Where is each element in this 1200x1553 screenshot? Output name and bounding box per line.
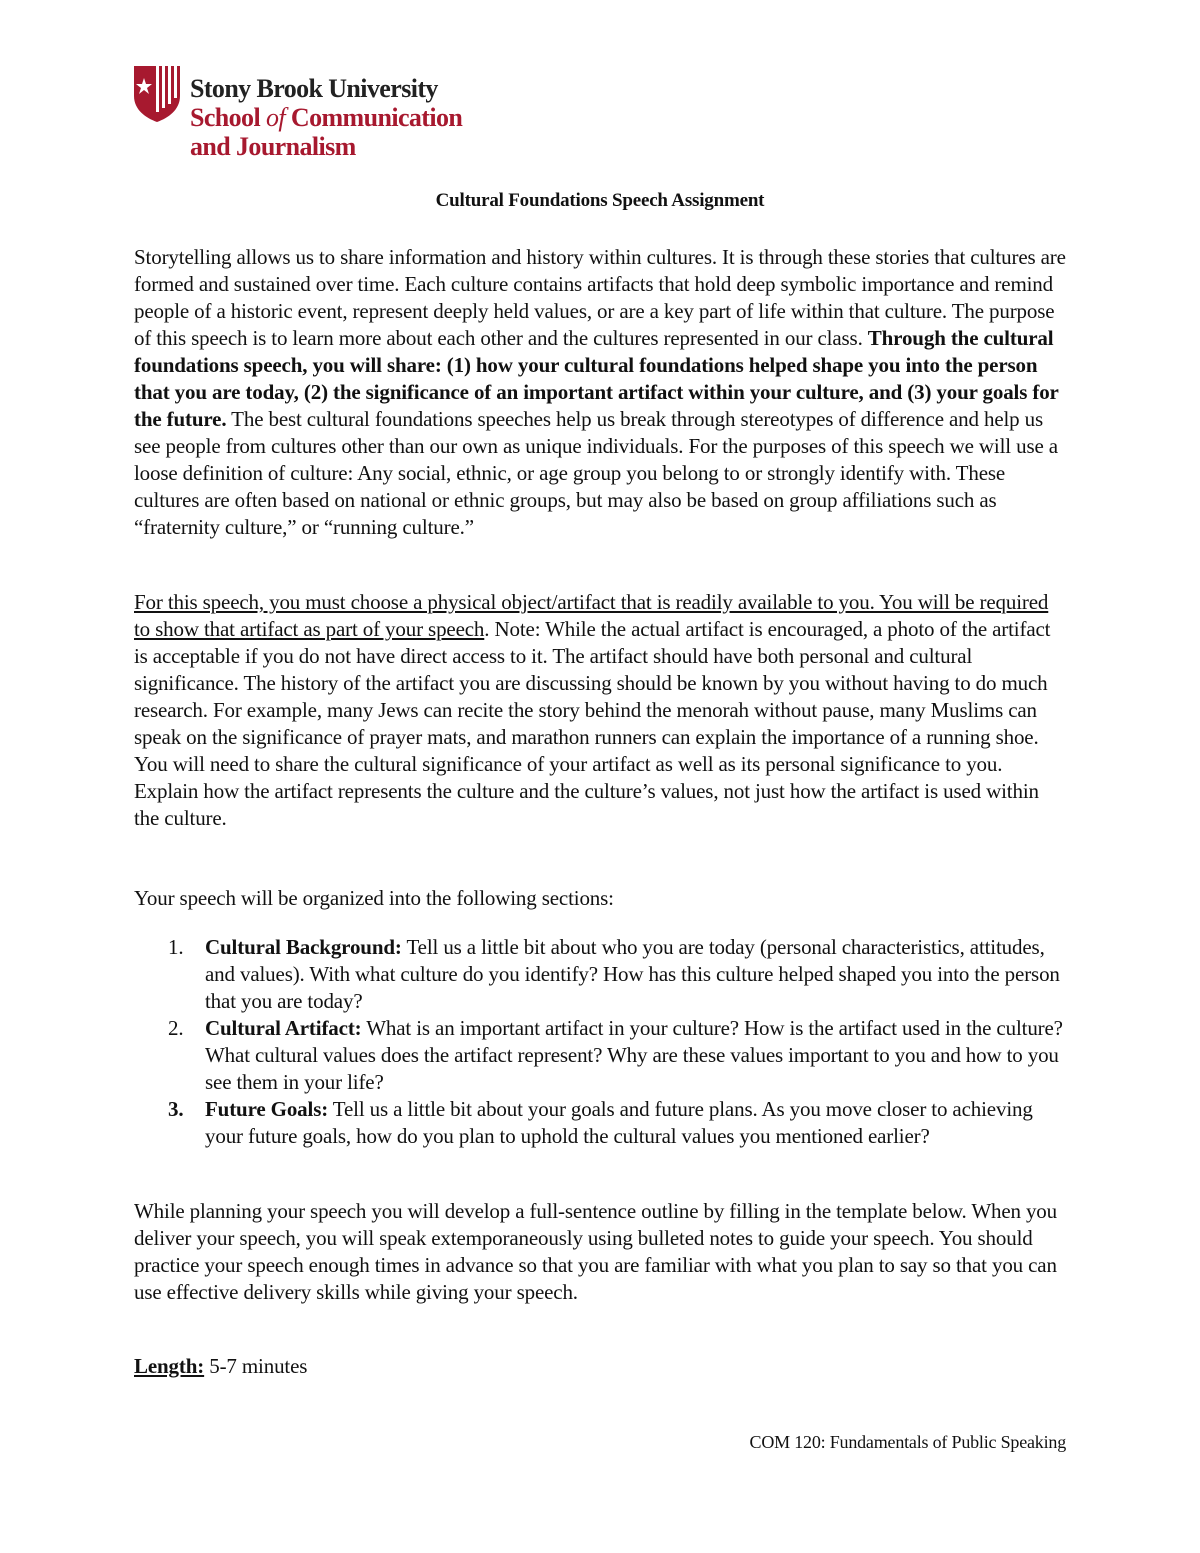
- artifact-requirement: For this speech, you must choose a physical object/artifact that is readily available to you. You will be required to show that artifact as part of your speech: [134, 590, 1049, 641]
- list-heading: Cultural Artifact:: [205, 1016, 362, 1040]
- logo-wordmark: [190, 74, 462, 161]
- list-text: Tell us a little bit about who you are today (personal characteristics, attitudes, and values). With what culture do you identify? How has this culture helped shaped you into the person that you are today?: [205, 935, 1060, 1013]
- footer-course-name: COM 120: Fundamentals of Public Speaking: [749, 1432, 1066, 1452]
- shield-icon: [134, 66, 180, 122]
- university-logo: [134, 64, 494, 164]
- intro-paragraph: Storytelling allows us to share information and history within cultures. It is through these stories that cultures are formed and sustained over time. Each culture contains artifacts that hold deep symbolic importance and remind people of a historic event, represent deeply held values, or are a key part of life within that culture. The purpose of this speech is to learn more about each other and the cultures represented in our class. Through the cultural foundations speech, you will share: (1) how your cultural foundations helped shape you into the person that you are today, (2) the significance of an important artifact within your culture, and (3) your goals for the future. The best cultural foundations speeches help us break through stereotypes of difference and help us see people from cultures other than our own as unique individuals. For the purposes of this speech we will use a loose definition of culture: Any social, ethnic, or age group you belong to or strongly identify with. These cultures are often based on national or ethnic groups, but may also be based on group affiliations such as “fraternity culture,” or “running culture.”: [134, 245, 1066, 539]
- length-label: Length:: [134, 1354, 205, 1378]
- list-heading: Cultural Background:: [205, 935, 402, 959]
- list-text: Tell us a little bit about your goals and future plans. As you move closer to achieving your future goals, how do you plan to uphold the cultural values you mentioned earlier?: [205, 1097, 1033, 1148]
- logo-school-name: School of Communication: [190, 103, 463, 132]
- logo-school-name-line2: and Journalism: [190, 132, 356, 161]
- intro-bold-statement: Through the cultural foundations speech, you will share: (1) how your cultural foundations helped shape you into the person that you are today, (2) the significance of an important artifact within your culture, and (3) your goals for the future.: [134, 326, 1059, 431]
- list-number: 1.: [168, 935, 184, 959]
- sections-list: [134, 934, 1066, 1150]
- artifact-paragraph: For this speech, you must choose a physical object/artifact that is readily available to you. You will be required to show that artifact as part of your speech. Note: While the actual artifact is encouraged, a photo of the artifact is acceptable if you do not have direct access to it. The artifact should have both personal and cultural significance. The history of the artifact you are discussing should be known by you without having to do much research. For example, many Jews can recite the story behind the menorah without pause, many Muslims can speak on the significance of prayer mats, and marathon runners can explain the importance of a running shoe. You will need to share the cultural significance of your artifact as well as its personal significance to you. Explain how the artifact represents the culture and the culture’s values, not just how the artifact is used within the culture.: [134, 590, 1051, 830]
- length-value: 5-7 minutes: [204, 1354, 308, 1378]
- planning-paragraph: While planning your speech you will develop a full-sentence outline by filling in the template below. When you deliver your speech, you will speak extemporaneously using bulleted notes to guide your speech. You should practice your speech enough times in advance so that you are familiar with what you plan to say so that you can use effective delivery skills while giving your speech.: [134, 1199, 1058, 1304]
- list-heading: Future Goals:: [205, 1097, 329, 1121]
- logo-university-name: Stony Brook University: [190, 74, 438, 103]
- length-line: [134, 1353, 1066, 1380]
- list-item: [134, 934, 1066, 1015]
- page-title: Cultural Foundations Speech Assignment: [435, 190, 765, 211]
- list-item: [134, 1096, 1066, 1150]
- list-item: [134, 1015, 1066, 1096]
- list-number: 3.: [168, 1097, 184, 1121]
- sections-intro: Your speech will be organized into the following sections:: [134, 886, 614, 910]
- list-number: 2.: [168, 1016, 184, 1040]
- list-text: What is an important artifact in your culture? How is the artifact used in the culture? What cultural values does the artifact represent? Why are these values important to you and how to you see them in your life?: [205, 1016, 1063, 1094]
